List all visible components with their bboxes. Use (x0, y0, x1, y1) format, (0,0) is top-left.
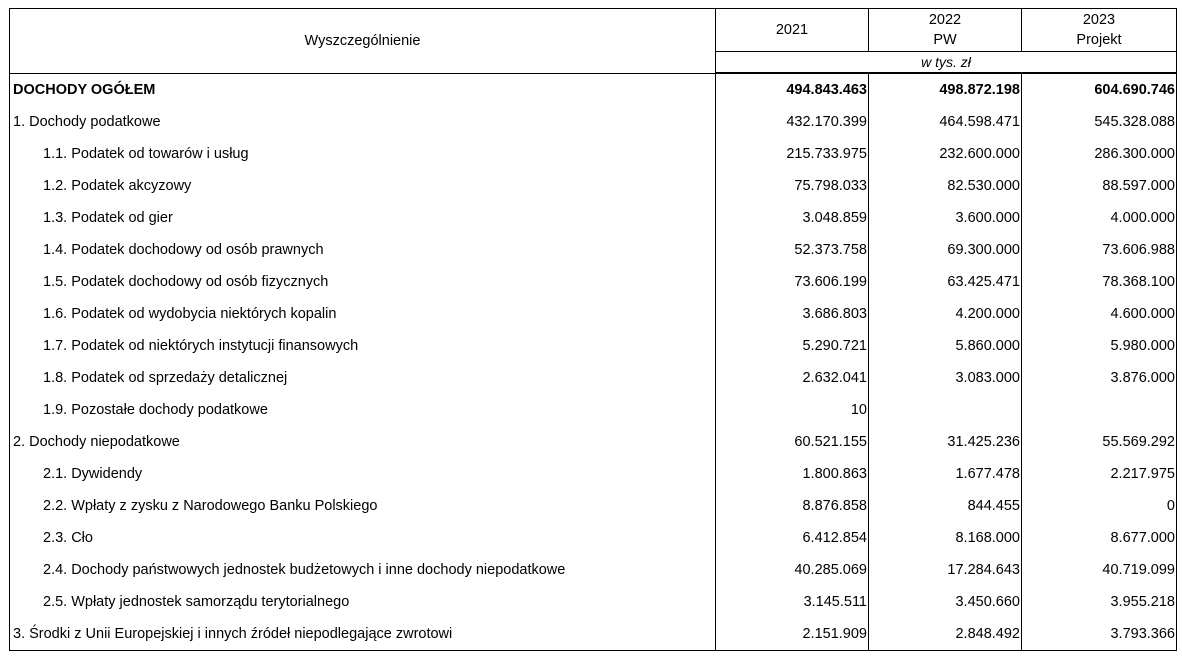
value-2021: 3.145.511 (716, 586, 869, 618)
row-label: 2.2. Wpłaty z zysku z Narodowego Banku Polskiego (10, 490, 716, 522)
table-body (10, 73, 1177, 651)
row-label: DOCHODY OGÓŁEM (10, 73, 716, 106)
value-2023: 4.000.000 (1022, 202, 1177, 234)
value-2023: 8.677.000 (1022, 522, 1177, 554)
table-header (10, 9, 1177, 74)
row-label: 1.5. Podatek dochodowy od osób fizycznych (10, 266, 716, 298)
value-2022: 2.848.492 (869, 618, 1022, 651)
value-2023: 4.600.000 (1022, 298, 1177, 330)
table-row (10, 618, 1177, 651)
value-2022: 8.168.000 (869, 522, 1022, 554)
row-label: 1.4. Podatek dochodowy od osób prawnych (10, 234, 716, 266)
row-label: 2.3. Cło (10, 522, 716, 554)
value-2021: 52.373.758 (716, 234, 869, 266)
value-2021: 75.798.033 (716, 170, 869, 202)
value-2023: 545.328.088 (1022, 106, 1177, 138)
value-2022: 5.860.000 (869, 330, 1022, 362)
value-2021: 8.876.858 (716, 490, 869, 522)
value-2021: 432.170.399 (716, 106, 869, 138)
table-row (10, 330, 1177, 362)
value-2022: 1.677.478 (869, 458, 1022, 490)
row-label: 2.4. Dochody państwowych jednostek budżetowych i inne dochody niepodatkowe (10, 554, 716, 586)
row-label: 1.6. Podatek od wydobycia niektórych kopalin (10, 298, 716, 330)
value-2023: 55.569.292 (1022, 426, 1177, 458)
row-label: 1.2. Podatek akcyzowy (10, 170, 716, 202)
value-2023: 286.300.000 (1022, 138, 1177, 170)
row-label: 1.8. Podatek od sprzedaży detalicznej (10, 362, 716, 394)
year-status: PW (933, 32, 957, 48)
value-2023: 78.368.100 (1022, 266, 1177, 298)
table-row (10, 362, 1177, 394)
column-header-2023 (1022, 9, 1177, 52)
value-2022: 3.600.000 (869, 202, 1022, 234)
value-2023: 3.955.218 (1022, 586, 1177, 618)
table-row (10, 458, 1177, 490)
table-row (10, 490, 1177, 522)
value-2022: 63.425.471 (869, 266, 1022, 298)
value-2023: 73.606.988 (1022, 234, 1177, 266)
value-2021: 2.632.041 (716, 362, 869, 394)
value-2021: 40.285.069 (716, 554, 869, 586)
unit-label: w tys. zł (716, 52, 1177, 74)
row-label: 3. Środki z Unii Europejskiej i innych źródeł niepodlegające zwrotowi (10, 618, 716, 651)
value-2021: 73.606.199 (716, 266, 869, 298)
value-2023: 3.793.366 (1022, 618, 1177, 651)
value-2023: 88.597.000 (1022, 170, 1177, 202)
value-2022 (869, 394, 1022, 426)
value-2022: 3.083.000 (869, 362, 1022, 394)
value-2023: 2.217.975 (1022, 458, 1177, 490)
table-row (10, 234, 1177, 266)
table-row (10, 394, 1177, 426)
value-2023: 604.690.746 (1022, 73, 1177, 106)
value-2022: 69.300.000 (869, 234, 1022, 266)
table-row-total (10, 73, 1177, 106)
table-row (10, 138, 1177, 170)
value-2021: 2.151.909 (716, 618, 869, 651)
value-2022: 31.425.236 (869, 426, 1022, 458)
value-2021: 60.521.155 (716, 426, 869, 458)
row-label: 1.9. Pozostałe dochody podatkowe (10, 394, 716, 426)
value-2022: 844.455 (869, 490, 1022, 522)
row-label: 2.5. Wpłaty jednostek samorządu terytorialnego (10, 586, 716, 618)
row-label: 2.1. Dywidendy (10, 458, 716, 490)
table-row (10, 266, 1177, 298)
value-2022: 17.284.643 (869, 554, 1022, 586)
value-2021: 6.412.854 (716, 522, 869, 554)
value-2021: 10 (716, 394, 869, 426)
row-label: 1.3. Podatek od gier (10, 202, 716, 234)
value-2022: 3.450.660 (869, 586, 1022, 618)
value-2021: 215.733.975 (716, 138, 869, 170)
budget-table-container (9, 8, 1177, 651)
row-label: 1.7. Podatek od niektórych instytucji finansowych (10, 330, 716, 362)
year-status: Projekt (1076, 32, 1122, 48)
year-label: 2022 (928, 12, 962, 28)
value-2023: 5.980.000 (1022, 330, 1177, 362)
year-label: 2023 (1082, 12, 1116, 28)
value-2022: 232.600.000 (869, 138, 1022, 170)
column-header-2021 (716, 9, 869, 52)
table-row (10, 106, 1177, 138)
column-header-description: Wyszczególnienie (10, 9, 716, 74)
value-2022: 464.598.471 (869, 106, 1022, 138)
value-2022: 498.872.198 (869, 73, 1022, 106)
column-header-2022 (869, 9, 1022, 52)
year-label: 2021 (775, 22, 809, 38)
value-2023: 0 (1022, 490, 1177, 522)
value-2021: 5.290.721 (716, 330, 869, 362)
value-2022: 82.530.000 (869, 170, 1022, 202)
row-label: 1.1. Podatek od towarów i usług (10, 138, 716, 170)
value-2023: 40.719.099 (1022, 554, 1177, 586)
income-table (9, 8, 1177, 651)
table-row (10, 170, 1177, 202)
value-2023 (1022, 394, 1177, 426)
row-label: 1. Dochody podatkowe (10, 106, 716, 138)
value-2023: 3.876.000 (1022, 362, 1177, 394)
table-row (10, 522, 1177, 554)
value-2021: 1.800.863 (716, 458, 869, 490)
table-row (10, 586, 1177, 618)
row-label: 2. Dochody niepodatkowe (10, 426, 716, 458)
table-row (10, 298, 1177, 330)
table-row (10, 554, 1177, 586)
table-row (10, 426, 1177, 458)
value-2021: 3.686.803 (716, 298, 869, 330)
value-2022: 4.200.000 (869, 298, 1022, 330)
value-2021: 3.048.859 (716, 202, 869, 234)
table-row (10, 202, 1177, 234)
value-2021: 494.843.463 (716, 73, 869, 106)
